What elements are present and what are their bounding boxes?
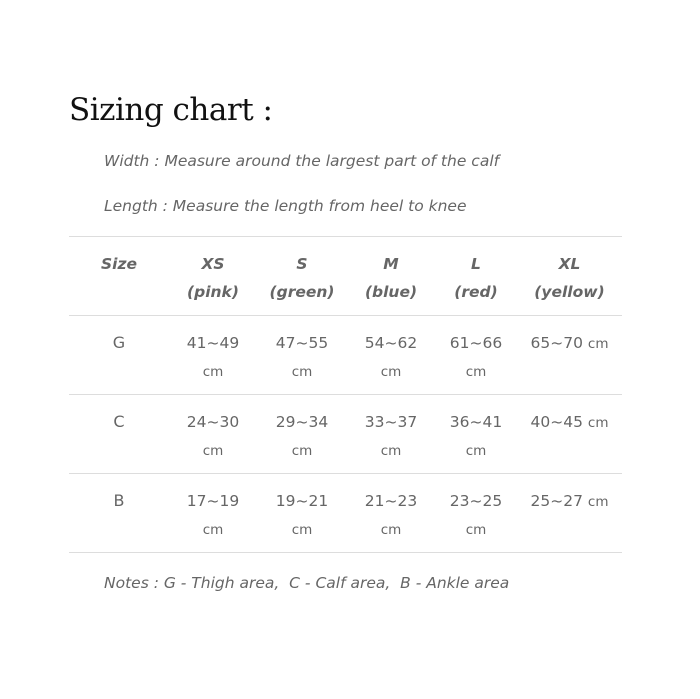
table-cell: 25~27 cm [530,492,609,510]
column-header-m: M (blue) [364,255,418,301]
table-cell: 36~41 cm [449,413,503,459]
row-label: C [113,412,125,431]
table-row [69,316,622,395]
column-header-l: L (red) [454,255,498,301]
column-header-xl: XL (yellow) [534,255,605,301]
size-column-header: Size [100,255,137,273]
row-label: G [112,333,126,352]
length-instruction: Length : Measure the length from heel to knee [104,197,467,215]
table-cell: 23~25 cm [449,492,503,538]
table-cell: 40~45 cm [530,413,609,431]
notes-text: Notes : G - Thigh area, C - Calf area, B - Ankle area [104,574,510,592]
sizing-table [69,236,622,553]
table-header-row [69,237,622,316]
table-cell: 47~55 cm [275,334,329,380]
table-cell: 41~49 cm [186,334,240,380]
table-cell: 17~19 cm [186,492,240,538]
table-cell: 65~70 cm [530,334,609,352]
table-cell: 61~66 cm [449,334,503,380]
table-cell: 54~62 cm [364,334,418,380]
column-header-s: S (green) [269,255,335,301]
page-title: Sizing chart : [69,92,273,128]
row-label: B [113,491,125,510]
column-header-xs: XS (pink) [187,255,239,301]
table-cell: 19~21 cm [275,492,329,538]
width-instruction: Width : Measure around the largest part of the calf [104,152,500,170]
table-row [69,395,622,474]
table-cell: 33~37 cm [364,413,418,459]
table-row [69,474,622,553]
table-cell: 24~30 cm [186,413,240,459]
table-cell: 29~34 cm [275,413,329,459]
table-cell: 21~23 cm [364,492,418,538]
